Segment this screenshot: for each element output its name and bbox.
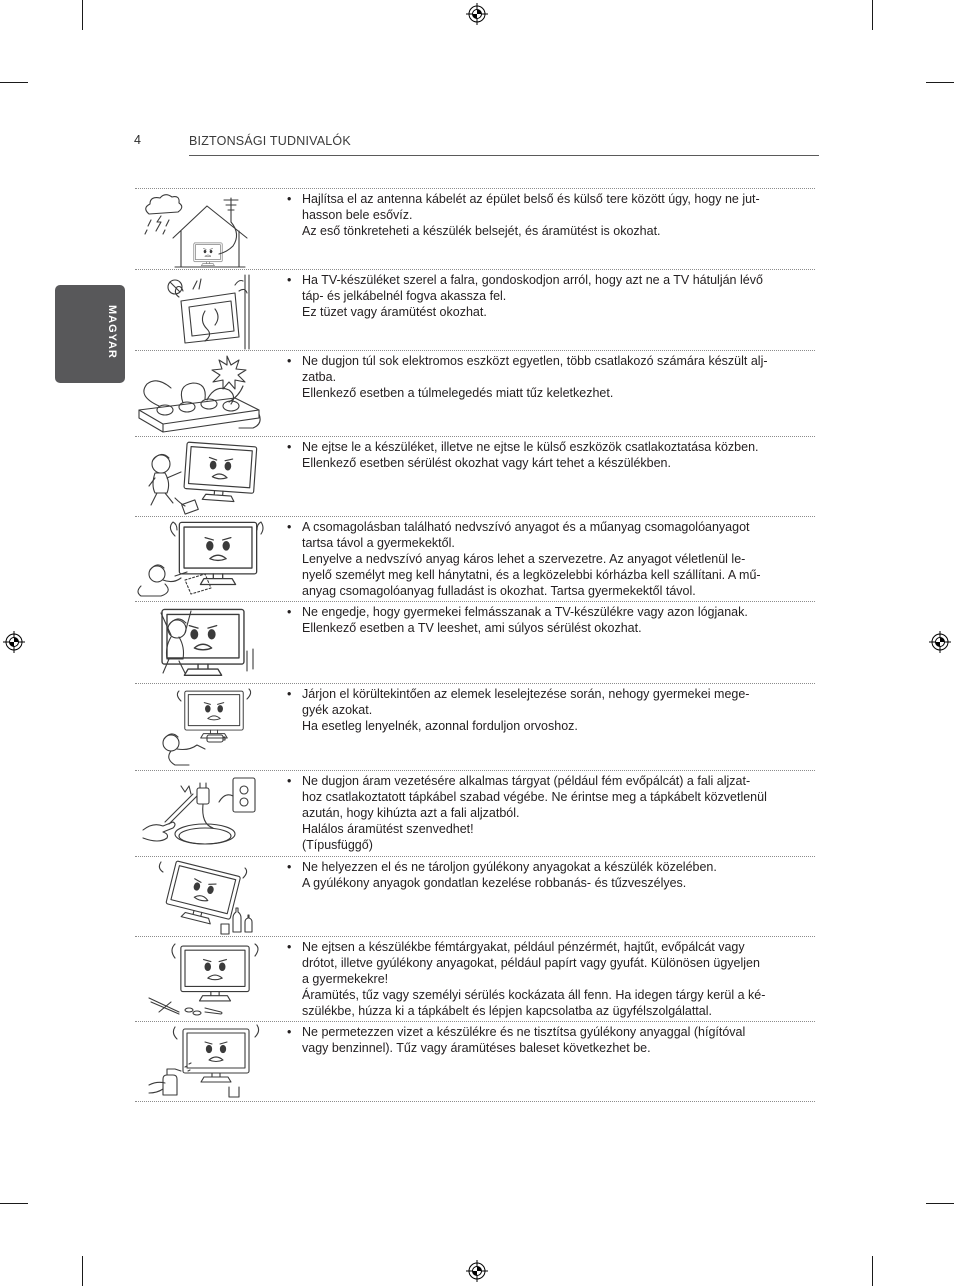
crop-mark (872, 1256, 873, 1286)
bullet: • (287, 860, 292, 874)
language-tab-label: MAGYAR (106, 305, 118, 359)
safety-item-text: Ne helyezzen el és ne tároljon gyúlékony anyagokat a készülék közelében. A gyúlékony anyagok gondatlan kezelése robbanás- és tűzveszélyes. (302, 860, 717, 890)
registration-mark-icon (466, 1260, 488, 1282)
safety-item-text: Ne ejtse le a készüléket, illetve ne ejtse le külső eszközök csatlakoztatása közben. Ellenkező esetben sérülést okozhat vagy kárt tehet a készülékben. (302, 440, 759, 470)
safety-item-row (135, 436, 815, 516)
safety-item-row (135, 770, 815, 856)
registration-mark-icon (466, 3, 488, 25)
child-climbing-tv-illustration (135, 603, 265, 683)
overloaded-power-strip-illustration (135, 352, 265, 436)
crop-mark (82, 0, 83, 30)
safety-item-text: Hajlítsa el az antenna kábelét az épület belső és külső tere között úgy, hogy ne jut- hasson bele esővíz. Az eső tönkreteheti a készülék belsejét, és áramütést is okozhat. (302, 192, 760, 238)
safety-item-text: Ne ejtsen a készülékbe fémtárgyakat, például pénzérmét, hajtűt, evőpálcát vagy drótot, illetve gyúlékony anyagokat, például papírt vagy gyufát. Különösen ügyeljen a gyermekekre! Áramütés, tűz vagy személyi sérülés kockázata áll fenn. Ha idegen tárgy kerül a ké- szülékbe, húzza ki a tápkábelt és lépjen kapcsolatba az ügyfélszolgálattal. (302, 940, 766, 1018)
metal-objects-illustration (135, 938, 265, 1021)
safety-item-row (135, 350, 815, 436)
bullet: • (287, 1025, 292, 1039)
page-number: 4 (134, 133, 141, 147)
language-tab (55, 285, 125, 383)
bullet: • (287, 687, 292, 701)
safety-instructions-table (135, 188, 815, 1102)
safety-item-row (135, 1021, 815, 1102)
spraying-water-illustration (135, 1023, 265, 1101)
safety-item-text: Ha TV-készüléket szerel a falra, gondoskodjon arról, hogy azt ne a TV hátulján lévő táp- és jelkábelnél fogva akassza fel. Ez tüzet vagy áramütést okozhat. (302, 273, 763, 319)
safety-item-row (135, 936, 815, 1021)
safety-item-row (135, 188, 815, 269)
power-cord-chopstick-illustration (135, 772, 265, 856)
section-title: BIZTONSÁGI TUDNIVALÓK (189, 134, 351, 148)
safety-item-text: Ne engedje, hogy gyermekei felmásszanak a TV-készülékre vagy azon lógjanak. Ellenkező esetben a TV leeshet, ami súlyos sérülést okozhat. (302, 605, 748, 635)
safety-item-row (135, 683, 815, 770)
bullet: • (287, 440, 292, 454)
bullet: • (287, 774, 292, 788)
wall-mount-cable-illustration (135, 271, 265, 350)
crop-mark (926, 82, 954, 83)
flammable-materials-illustration (135, 858, 265, 936)
packaging-child-illustration (135, 518, 265, 601)
safety-item-row (135, 516, 815, 601)
crop-mark (872, 0, 873, 30)
safety-item-text: Járjon el körültekintően az elemek leselejtezése során, nehogy gyermekei mege- gyék azokat. Ha esetleg lenyelnék, azonnal forduljon orvoshoz. (302, 687, 750, 733)
crop-mark (926, 1203, 954, 1204)
dropping-tv-illustration (135, 438, 265, 516)
bullet: • (287, 273, 292, 287)
crop-mark (0, 1203, 28, 1204)
battery-child-illustration (135, 685, 265, 770)
bullet: • (287, 940, 292, 954)
crop-mark (0, 82, 28, 83)
bullet: • (287, 605, 292, 619)
bullet: • (287, 354, 292, 368)
bullet: • (287, 192, 292, 206)
registration-mark-icon (929, 631, 951, 653)
registration-mark-icon (3, 631, 25, 653)
safety-item-text: Ne dugjon túl sok elektromos eszközt egyetlen, több csatlakozó számára készült alj- zatba. Ellenkező esetben a túlmelegedés miatt tűz keletkezhet. (302, 354, 768, 400)
bullet: • (287, 520, 292, 534)
header-divider (189, 155, 819, 156)
safety-item-row (135, 856, 815, 936)
safety-item-text: Ne permetezzen vizet a készülékre és ne tisztítsa gyúlékony anyaggal (hígítóval vagy benzinnel). Tűz vagy áramütéses baleset következhet be. (302, 1025, 746, 1055)
safety-item-row (135, 601, 815, 683)
safety-item-text: Ne dugjon áram vezetésére alkalmas tárgyat (például fém evőpálcát) a fali aljzat- hoz csatlakoztatott tápkábel szabad végébe. Ne érintse meg a tápkábelt közvetlenül azután, hogy kihúzta azt a fali aljzatból. Halálos áramütést szenvedhet! (Típusfüggő) (302, 774, 767, 852)
antenna-rain-illustration (135, 190, 265, 269)
crop-mark (82, 1256, 83, 1286)
safety-item-text: A csomagolásban található nedvszívó anyagot és a műanyag csomagolóanyagot tartsa távol a gyermekektől. Lenyelve a nedvszívó anyag káros lehet a szervezetre. Az anyagot véletlenül le- nyelő személyt meg kell hánytatni, és a legközelebbi kórházba kell szállítani. A mű- anyag csomagolóanyag fulladást is okozhat. Tartsa gyermekektől távol. (302, 520, 761, 598)
safety-item-row (135, 269, 815, 350)
